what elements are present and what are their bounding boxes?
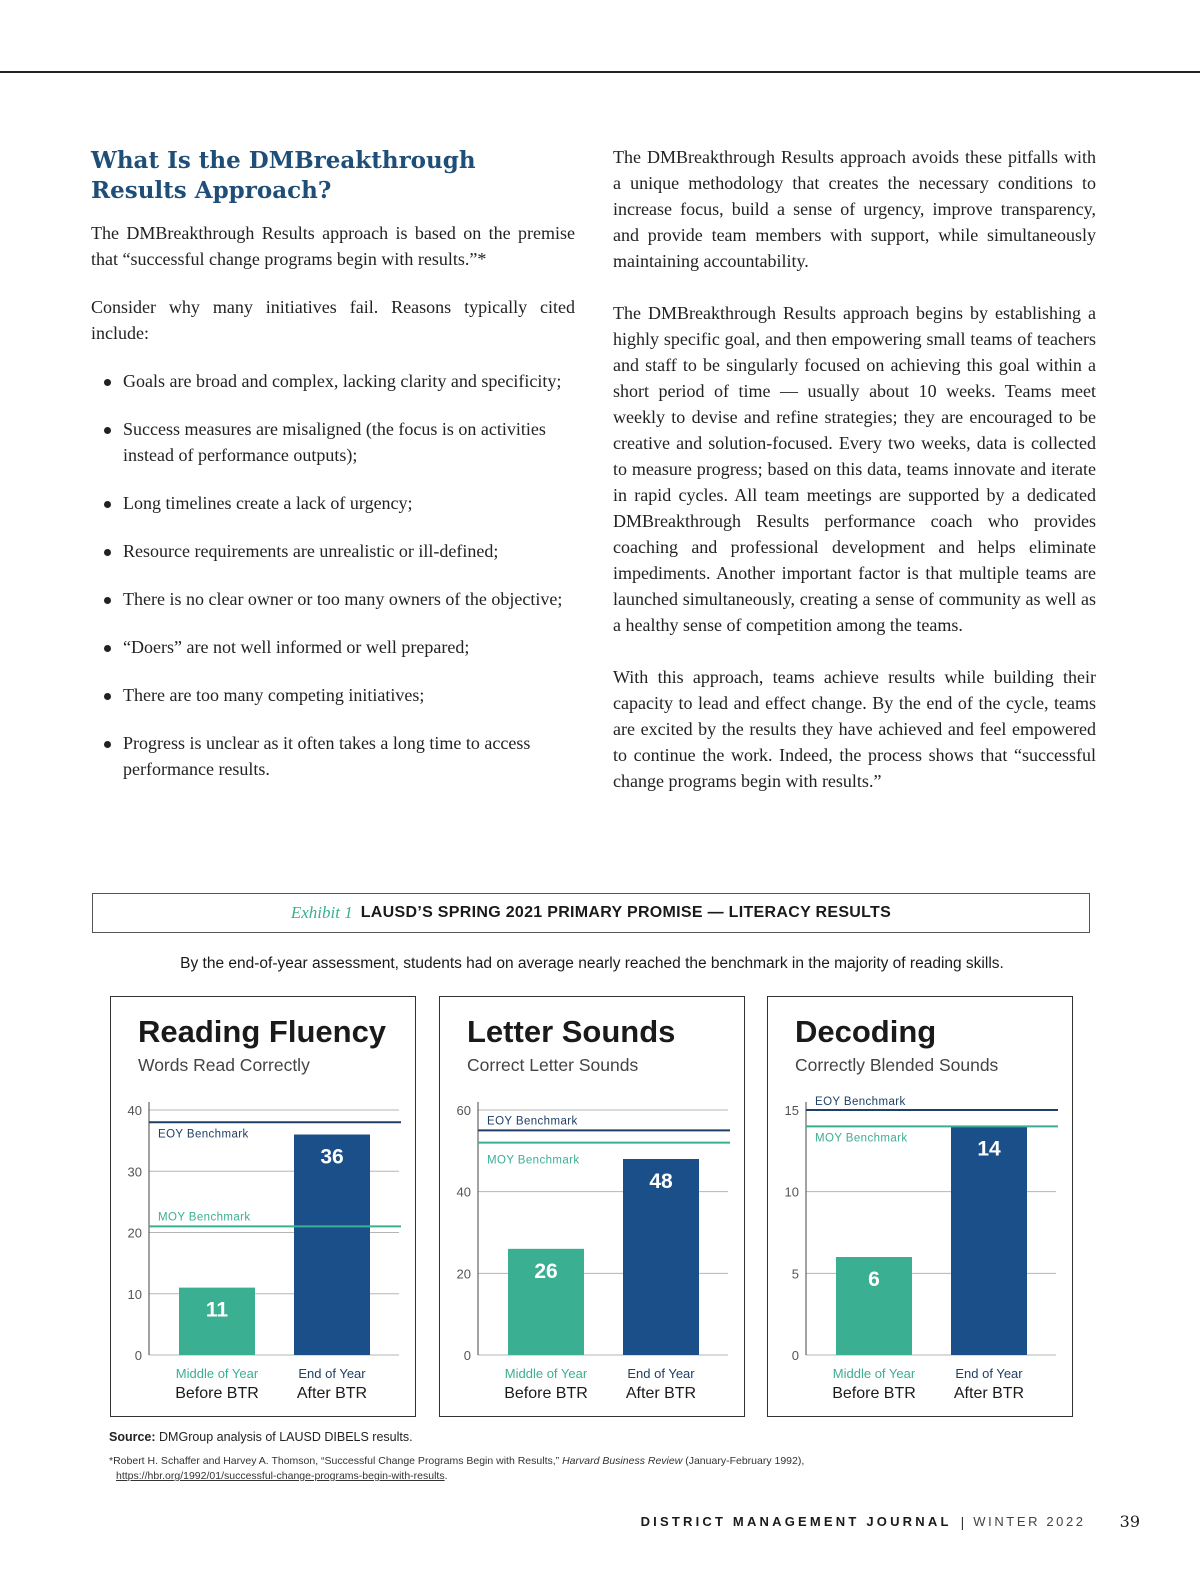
- chart-panel-reading-fluency: [110, 996, 416, 1417]
- y-tick-label: 40: [127, 1103, 142, 1118]
- benchmark-label: MOY Benchmark: [158, 1211, 251, 1224]
- chart-subtitle: Correctly Blended Sounds: [795, 1055, 999, 1075]
- list-item: [91, 538, 575, 564]
- bar-value-label: 14: [977, 1137, 1001, 1161]
- chart-panel-decoding: [767, 996, 1073, 1417]
- chart-title: Decoding: [795, 1014, 937, 1049]
- x-category-top-label: Middle of Year: [832, 1366, 916, 1381]
- bullet-icon: [104, 501, 111, 508]
- y-tick-label: 0: [791, 1348, 799, 1363]
- bar-value-label: 26: [534, 1259, 558, 1283]
- chart-panel-letter-sounds: [439, 996, 745, 1417]
- bullet-icon: [104, 597, 111, 604]
- bar-value-label: 36: [320, 1145, 344, 1169]
- footer-separator: |: [960, 1513, 965, 1530]
- right-column: [613, 144, 1096, 820]
- bullet-icon: [104, 693, 111, 700]
- exhibit-caption: By the end-of-year assessment, students had on average nearly reached the benchmark in the majority of reading skills.: [180, 955, 1004, 972]
- list-item-text: There is no clear owner or too many owners of the objective;: [123, 589, 563, 609]
- list-item: [91, 682, 575, 708]
- consider-paragraph: Consider why many initiatives fail. Reasons typically cited include:: [91, 297, 575, 343]
- y-tick-label: 40: [456, 1184, 471, 1200]
- list-item: [91, 368, 575, 394]
- left-column: [91, 146, 575, 804]
- y-tick-label: 0: [463, 1348, 471, 1363]
- bullet-icon: [104, 549, 111, 556]
- list-item: [91, 490, 575, 516]
- bar-value-label: 48: [649, 1170, 673, 1193]
- exhibit-title: LAUSD’S SPRING 2021 PRIMARY PROMISE — LITERACY RESULTS: [360, 904, 892, 921]
- list-item: [91, 416, 575, 468]
- y-tick-label: 15: [784, 1103, 799, 1118]
- list-item-text: Long timelines create a lack of urgency;: [123, 493, 413, 513]
- y-tick-label: 0: [134, 1348, 142, 1363]
- x-category-bottom-label: Before BTR: [175, 1385, 259, 1402]
- x-category-top-label: End of Year: [298, 1366, 366, 1381]
- section-heading: What Is the DMBreakthrough Results Approach?: [91, 147, 476, 204]
- chart-title: Reading Fluency: [138, 1014, 387, 1049]
- list-item-text: Progress is unclear as it often takes a long time to access performance results.: [123, 733, 531, 779]
- x-category-bottom-label: Before BTR: [504, 1385, 588, 1402]
- y-tick-label: 5: [791, 1266, 799, 1282]
- benchmark-label: MOY Benchmark: [815, 1132, 908, 1145]
- x-category-bottom-label: After BTR: [296, 1385, 368, 1402]
- bullet-icon: [104, 427, 111, 434]
- x-category-top-label: Middle of Year: [175, 1366, 259, 1381]
- x-category-bottom-label: After BTR: [953, 1385, 1025, 1402]
- footnote-date: (January-February 1992),: [685, 1455, 805, 1467]
- benchmark-label: EOY Benchmark: [487, 1115, 578, 1128]
- footnote-journal: Harvard Business Review: [562, 1455, 683, 1467]
- bar-value-label: 6: [868, 1268, 880, 1291]
- x-category-top-label: Middle of Year: [504, 1366, 588, 1381]
- footnote-trailing: .: [444, 1470, 448, 1482]
- list-item: [91, 586, 575, 612]
- x-category-top-label: End of Year: [955, 1366, 1023, 1381]
- bar: [951, 1126, 1027, 1355]
- source-text: DMGroup analysis of LAUSD DIBELS results.: [159, 1430, 413, 1444]
- chart-subtitle: Words Read Correctly: [138, 1055, 310, 1075]
- source-line: [109, 1430, 413, 1444]
- y-tick-label: 20: [127, 1225, 142, 1241]
- failure-reasons-list: [91, 368, 575, 782]
- body-paragraph: The DMBreakthrough Results approach begins by establishing a highly specific goal, and then empowering small teams of teachers and staff to be singularly focused on achieving this goal within a short period of time — usually about 10 weeks. Teams meet weekly to devise and refine strategies; they are encouraged to be creative and solution-focused. Every two weeks, data is collected to measure progress; based on this data, teams innovate and iterate in rapid cycles. All team meetings are supported by a dedicated DMBreakthrough Results performance coach who provides coaching and professional development and helps eliminate impediments. Another important factor is that multiple teams are launched simultaneously, creating a sense of community as well as a healthy sense of competition among the teams.: [613, 303, 1096, 635]
- benchmark-label: MOY Benchmark: [487, 1154, 580, 1167]
- body-paragraph: With this approach, teams achieve results while building their capacity to lead and effect change. By the end of the cycle, teams are excited by the results they have achieved and feel empowered to continue the work. Indeed, the process shows that “successful change programs begin with results.”: [613, 667, 1096, 791]
- footnote: [109, 1454, 1009, 1484]
- intro-paragraph: The DMBreakthrough Results approach is based on the premise that “successful change programs begin with results.”*: [91, 223, 575, 269]
- exhibit-header: [92, 893, 1090, 933]
- x-category-bottom-label: Before BTR: [832, 1385, 916, 1402]
- chart-title: Letter Sounds: [467, 1014, 676, 1049]
- footnote-link[interactable]: https://hbr.org/1992/01/successful-change-programs-begin-with-results: [116, 1470, 445, 1482]
- chart-subtitle: Correct Letter Sounds: [467, 1055, 639, 1075]
- x-category-bottom-label: After BTR: [625, 1385, 697, 1402]
- y-tick-label: 10: [784, 1184, 799, 1200]
- list-item-text: Goals are broad and complex, lacking clarity and specificity;: [123, 371, 562, 391]
- bullet-icon: [104, 741, 111, 748]
- list-item-text: Success measures are misaligned (the focus is on activities instead of performance outputs);: [123, 419, 546, 465]
- footer-issue: WINTER 2022: [973, 1514, 1086, 1529]
- y-tick-label: 20: [456, 1266, 471, 1282]
- body-paragraph: The DMBreakthrough Results approach avoids these pitfalls with a unique methodology that creates the necessary conditions to increase focus, build a sense of urgency, improve transparency, and provide team members with support, while simultaneously maintaining accountability.: [613, 147, 1096, 271]
- list-item: [91, 634, 575, 660]
- y-tick-label: 30: [127, 1164, 142, 1180]
- bar-value-label: 11: [205, 1298, 229, 1322]
- list-item-text: Resource requirements are unrealistic or ill-defined;: [123, 541, 499, 561]
- benchmark-label: EOY Benchmark: [158, 1128, 249, 1141]
- page-number: 39: [1119, 1512, 1140, 1531]
- page-footer: [641, 1512, 1140, 1531]
- source-label: Source:: [109, 1430, 156, 1444]
- list-item-text: There are too many competing initiatives;: [123, 685, 425, 705]
- y-tick-label: 10: [127, 1286, 142, 1302]
- list-item-text: “Doers” are not well informed or well prepared;: [123, 637, 470, 657]
- list-item: [91, 730, 575, 782]
- exhibit-label: Exhibit 1: [290, 903, 353, 922]
- top-rule: [0, 71, 1200, 73]
- bullet-icon: [104, 645, 111, 652]
- benchmark-label: EOY Benchmark: [815, 1096, 906, 1108]
- x-category-top-label: End of Year: [627, 1366, 695, 1381]
- footnote-text: *Robert H. Schaffer and Harvey A. Thomson, “Successful Change Programs Begin with Results,”: [109, 1455, 560, 1467]
- y-tick-label: 60: [456, 1103, 471, 1118]
- bullet-icon: [104, 379, 111, 386]
- footer-journal: DISTRICT MANAGEMENT JOURNAL: [640, 1514, 952, 1529]
